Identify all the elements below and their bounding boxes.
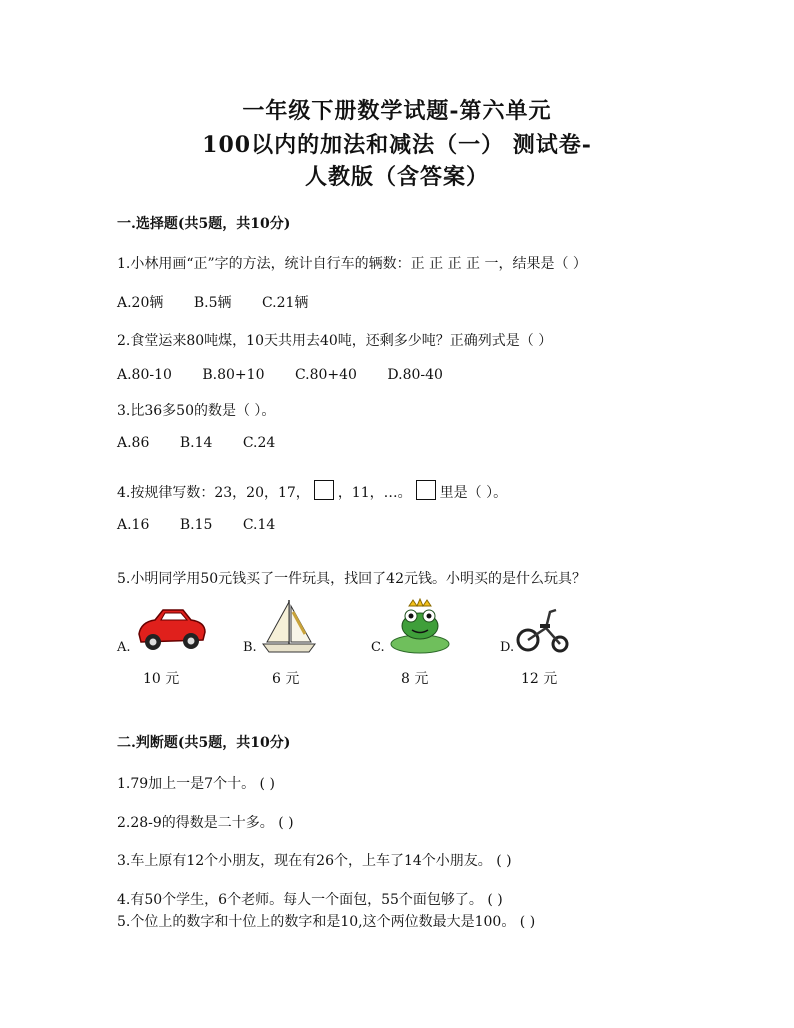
page-title: 一年级下册数学试题-第六单元 bbox=[242, 98, 552, 124]
option-b: B.14 bbox=[179, 435, 213, 451]
option-c: C.21辆 bbox=[261, 295, 309, 311]
question-4-text-1: 4.按规律写数：23，20，17， bbox=[117, 485, 310, 501]
judgement-item: 4.有50个学生，6个老师。每人一个面包，55个面包够了。 ( ) bbox=[117, 892, 503, 908]
sailboat-icon bbox=[259, 598, 319, 656]
option-a: A.16 bbox=[117, 517, 150, 533]
option-c: C.24 bbox=[242, 435, 276, 451]
section2-header: 二.判断题(共5题，共10分) bbox=[117, 735, 291, 751]
question-5: 5.小明同学用50元钱买了一件玩具，找回了42元钱。小明买的是什么玩具？ bbox=[117, 571, 586, 587]
question-2-options bbox=[117, 367, 469, 383]
judgement-item: 2.28-9的得数是二十多。 ( ) bbox=[117, 815, 294, 831]
toy-option-b bbox=[243, 598, 343, 658]
toy-option-a bbox=[117, 598, 217, 658]
question-3-options bbox=[117, 435, 301, 451]
page-subtitle: 100以内的加法和减法（一） 测试卷- bbox=[202, 132, 592, 158]
question-3: 3.比36多50的数是（ ）。 bbox=[117, 403, 276, 419]
toy-option-c bbox=[371, 598, 471, 658]
question-4-text-3: 里是（ ）。 bbox=[439, 485, 508, 501]
question-4 bbox=[117, 480, 507, 502]
option-d: D.80-40 bbox=[387, 367, 443, 383]
toy-label-c: C. bbox=[371, 640, 385, 655]
toy-option-d bbox=[500, 598, 600, 658]
toy-label-a: A. bbox=[117, 640, 131, 655]
option-b: B.15 bbox=[179, 517, 213, 533]
toy-price-b: 6 元 bbox=[272, 671, 300, 687]
option-a: A.86 bbox=[117, 435, 150, 451]
option-a: A.80-10 bbox=[117, 367, 172, 383]
question-2: 2.食堂运来80吨煤，10天共用去40吨，还剩多少吨？正确列式是（ ） bbox=[117, 333, 553, 349]
judgement-item: 5.个位上的数字和十位上的数字和是10,这个两位数最大是100。 ( ) bbox=[117, 914, 536, 930]
judgement-item: 3.车上原有12个小朋友，现在有26个，上车了14个小朋友。 ( ) bbox=[117, 853, 512, 869]
toy-price-a: 10 元 bbox=[143, 671, 180, 687]
question-1: 1.小林用画“正”字的方法，统计自行车的辆数：正 正 正 正 一，结果是（ ） bbox=[117, 256, 587, 272]
question-1-options bbox=[117, 292, 334, 312]
page-subtitle-publisher: 人教版（含答案） bbox=[304, 164, 489, 190]
question-4-text-2: ，11，…。 bbox=[337, 485, 412, 501]
toy-price-c: 8 元 bbox=[401, 671, 429, 687]
option-c: C.14 bbox=[242, 517, 276, 533]
tricycle-icon bbox=[516, 606, 572, 654]
option-c: C.80+40 bbox=[294, 367, 357, 383]
option-b: B.80+10 bbox=[202, 367, 265, 383]
toy-label-d: D. bbox=[500, 640, 515, 655]
blank-box bbox=[416, 480, 436, 500]
section1-header: 一.选择题(共5题，共10分) bbox=[117, 216, 291, 232]
option-b: B.5辆 bbox=[193, 295, 232, 311]
toy-label-b: B. bbox=[243, 640, 257, 655]
option-a: A.20辆 bbox=[117, 295, 164, 311]
judgement-item: 1.79加上一是7个十。 ( ) bbox=[117, 776, 275, 792]
question-4-options bbox=[117, 517, 301, 533]
car-icon bbox=[133, 604, 209, 652]
blank-box bbox=[314, 480, 334, 500]
toy-price-d: 12 元 bbox=[521, 671, 558, 687]
frog-icon bbox=[389, 598, 451, 656]
